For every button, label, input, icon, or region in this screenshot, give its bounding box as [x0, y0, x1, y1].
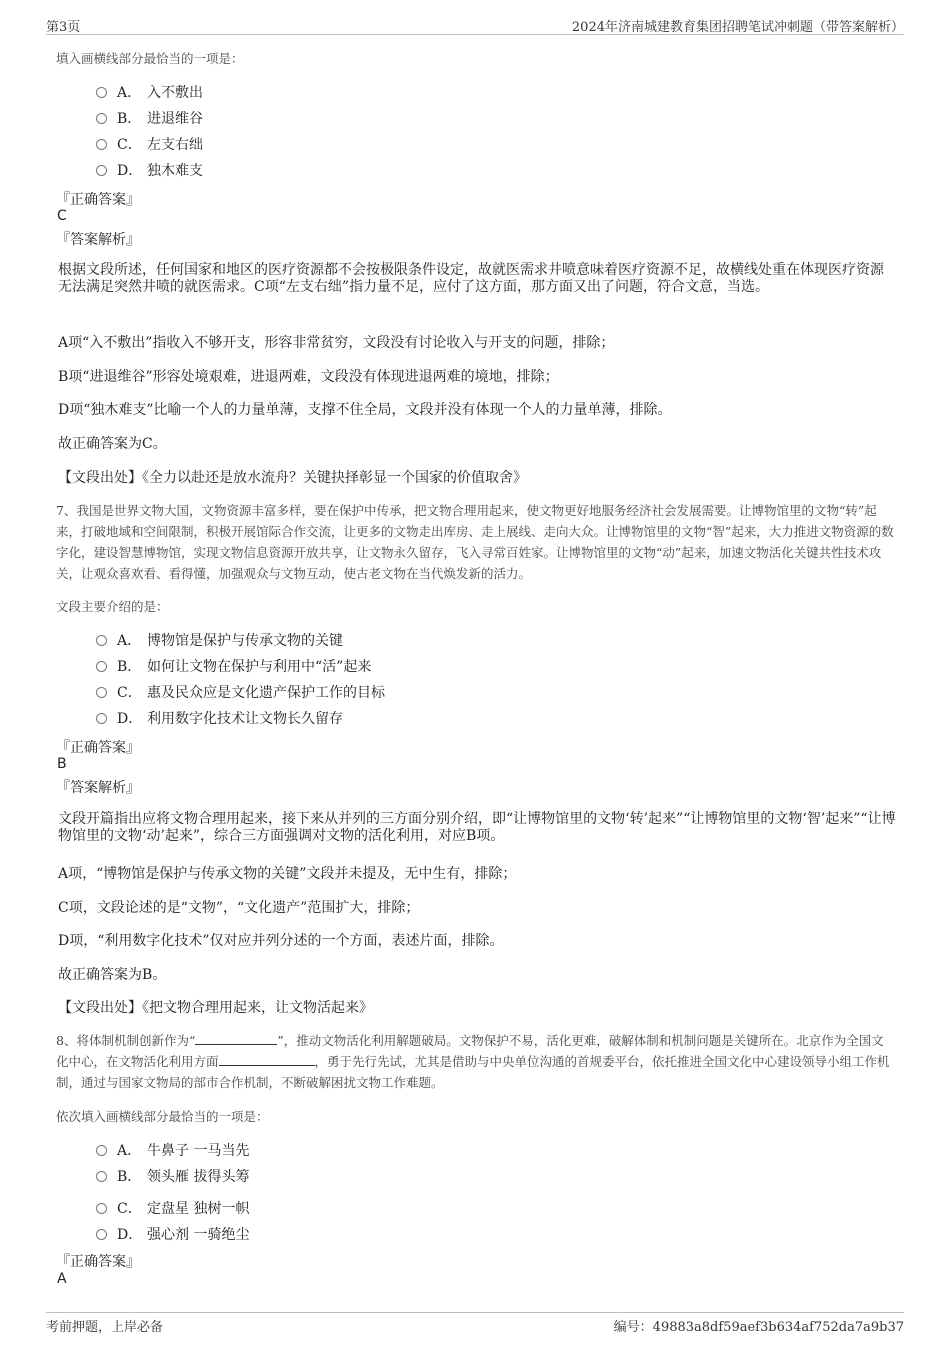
radio-icon[interactable] [96, 87, 107, 98]
q8-answer-label: 『正确答案』 [56, 1254, 140, 1270]
q7-line-c: C项，文段论述的是“文物”，“文化遗产”范围扩大，排除； [58, 900, 420, 916]
page-number: 第3页 [46, 20, 81, 35]
fill-blank-2 [219, 1053, 315, 1066]
q7-answer-label: 『正确答案』 [56, 740, 140, 756]
document-id: 编号：49883a8df59aef3b634af752da7a9b37 [613, 1320, 904, 1335]
radio-icon[interactable] [96, 713, 107, 724]
radio-icon[interactable] [96, 1145, 107, 1156]
footer-slogan: 考前押题，上岸必备 [46, 1320, 164, 1335]
q7-option-b[interactable]: B． 如何让文物在保护与利用中“活”起来 [96, 656, 371, 676]
q8-option-b[interactable]: B． 领头雁 拔得头筹 [96, 1166, 249, 1186]
radio-icon[interactable] [96, 1171, 107, 1182]
radio-icon[interactable] [96, 113, 107, 124]
q6-line-d: D项“独木难支”比喻一个人的力量单薄，支撑不住全局，文段并没有体现一个人的力量单薄，排除。 [58, 402, 672, 418]
q6-option-b[interactable]: B． 进退维谷 [96, 108, 203, 128]
radio-icon[interactable] [96, 1203, 107, 1214]
page-footer [46, 1312, 904, 1335]
q7-option-a[interactable]: A． 博物馆是保护与传承文物的关键 [96, 630, 343, 650]
q6-answer-label: 『正确答案』 [56, 192, 140, 208]
radio-icon[interactable] [96, 139, 107, 150]
q6-line-b: B项“进退维谷”形容处境艰难，进退两难，文段没有体现进退两难的境地，排除； [58, 369, 559, 385]
radio-icon[interactable] [96, 661, 107, 672]
q8-stem: 8、将体制机制创新作为“ ”，推动文物活化利用解题破局。文物保护不易，活化更难，破解体制和机制问题是关键所在。北京作为全国文化中心，在文物活化利用方面 ，勇于先行先试，尤其是借助与中央单位沟通的首规委平台，依托推进全国文化中心建设领导小组工作机制，通过与国家文物局的部市合作机制，不断破解困扰文物工作难题。 [56, 1033, 890, 1090]
q6-source: 【文段出处】《全力以赴还是放水流舟？关键抉择彰显一个国家的价值取舍》 [58, 470, 527, 486]
q6-option-a[interactable]: A． 入不敷出 [96, 82, 203, 102]
q7-line-a: A项，“博物馆是保护与传承文物的关键”文段并未提及，无中生有，排除； [58, 866, 517, 882]
q7-option-c[interactable]: C． 惠及民众应是文化遗产保护工作的目标 [96, 682, 385, 702]
q7-prompt: 文段主要介绍的是： [56, 599, 169, 614]
q7-option-d[interactable]: D． 利用数字化技术让文物长久留存 [96, 708, 343, 728]
q6-explanation: 根据文段所述，任何国家和地区的医疗资源都不会按极限条件设定，故就医需求井喷意味着医疗资源不足，故横线处重在体现医疗资源无法满足突然井喷的就医需求。C项“左支右绌”指力量不足，应付了这方面，那方面又出了问题，符合文意，当选。 [58, 262, 884, 295]
radio-icon[interactable] [96, 635, 107, 646]
q6-prompt: 填入画横线部分最恰当的一项是： [56, 51, 244, 66]
radio-icon[interactable] [96, 165, 107, 176]
radio-icon[interactable] [96, 1229, 107, 1240]
q6-line-a: A项“入不敷出”指收入不够开支，形容非常贫穷，文段没有讨论收入与开支的问题，排除； [58, 335, 615, 351]
q6-option-c[interactable]: C． 左支右绌 [96, 134, 203, 154]
q6-analysis-label: 『答案解析』 [56, 232, 140, 248]
q8-option-a[interactable]: A． 牛鼻子 一马当先 [96, 1140, 249, 1160]
q7-source: 【文段出处】《把文物合理用起来，让文物活起来》 [58, 1000, 373, 1016]
q8-answer: A [57, 1271, 67, 1287]
q7-stem: 7、我国是世界文物大国，文物资源丰富多样，要在保护中传承，把文物合理用起来，使文物更好地服务经济社会发展需要。让博物馆里的文物“转”起来，打破地域和空间限制，积极开展馆际合作交流，让更多的文物走出库房、走上展线、走向大众。让博物馆里的文物“智”起来，大力推进文物资源的数字化，建设智慧博物馆，实现文物信息资源开放共享，让文物永久留存，飞入寻常百姓家。让博物馆里的文物“动”起来，加速文物活化关键共性技术攻关，让观众喜欢看、看得懂，加强观众与文物互动，使古老文物在当代焕发新的活力。 [56, 503, 894, 581]
q6-option-d[interactable]: D． 独木难支 [96, 160, 203, 180]
q8-prompt: 依次填入画横线部分最恰当的一项是： [56, 1109, 269, 1124]
page-header [46, 14, 904, 35]
q6-answer: C [57, 208, 67, 224]
q8-option-d[interactable]: D． 强心剂 一骑绝尘 [96, 1224, 249, 1244]
q7-answer: B [57, 756, 67, 772]
q7-analysis-label: 『答案解析』 [56, 780, 140, 796]
q8-option-c[interactable]: C． 定盘星 独树一帜 [96, 1198, 249, 1218]
q6-conclusion: 故正确答案为C。 [58, 436, 167, 452]
q7-line-d: D项，“利用数字化技术”仅对应并列分述的一个方面，表述片面，排除。 [58, 933, 504, 949]
radio-icon[interactable] [96, 687, 107, 698]
q7-conclusion: 故正确答案为B。 [58, 967, 167, 983]
q7-explanation: 文段开篇指出应将文物合理用起来，接下来从并列的三方面分别介绍，即“让博物馆里的文物‘转’起来”“让博物馆里的文物‘智’起来”“让博物馆里的文物‘动’起来”，综合三方面强调对文物的活化利用，对应B项。 [58, 811, 896, 844]
document-title: 2024年济南城建教育集团招聘笔试冲刺题（带答案解析） [571, 20, 904, 35]
fill-blank-1 [195, 1032, 277, 1045]
